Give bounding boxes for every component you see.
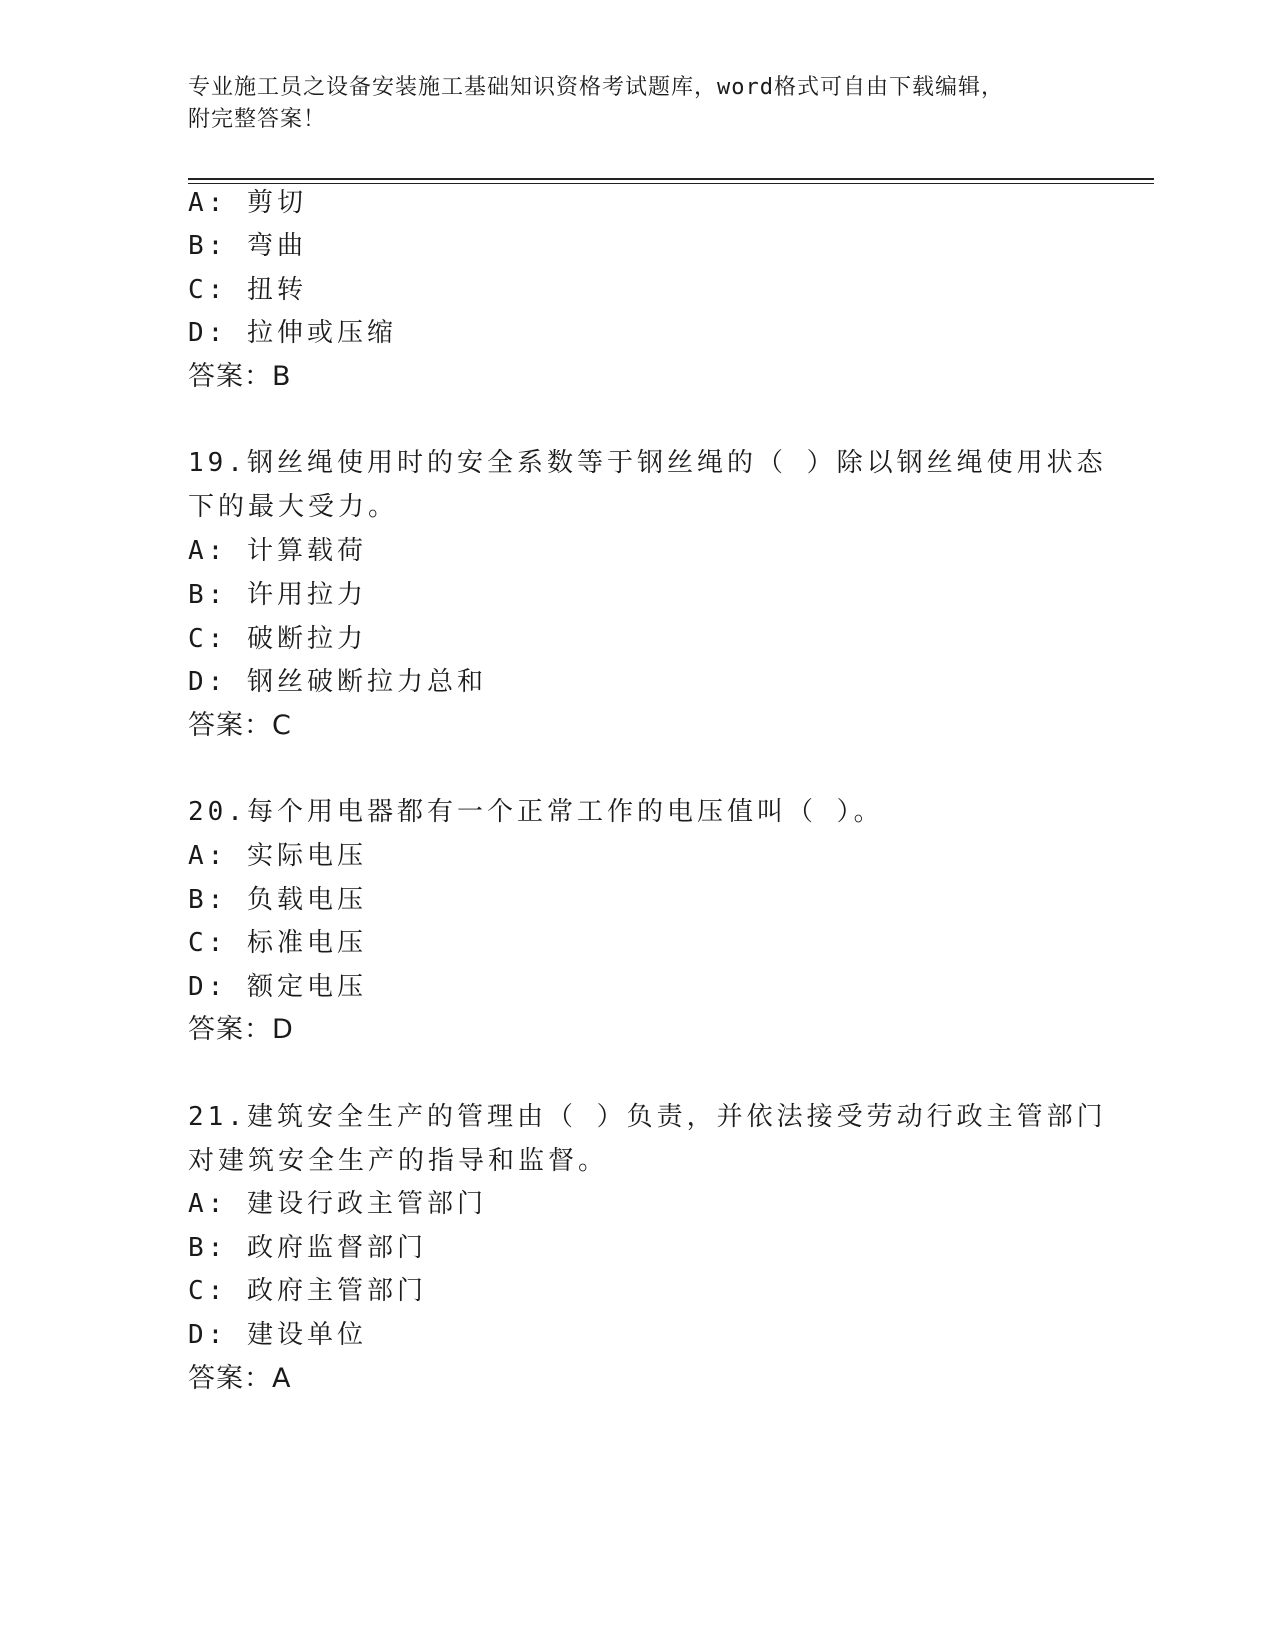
header-line-2: 附完整答案！ (188, 107, 327, 132)
q21-option-d: D: 建设单位 (188, 1320, 367, 1350)
header-line-1: 专业施工员之设备安装施工基础知识资格考试题库，word格式可自由下载编辑， (188, 75, 1004, 100)
q18-answer: 答案：B (188, 361, 292, 392)
q20-stem-line-1: 20.每个用电器都有一个正常工作的电压值叫（ ）。 (188, 797, 884, 827)
q19-option-c: C: 破断拉力 (188, 624, 367, 654)
q19-option-a: A: 计算载荷 (188, 536, 367, 566)
document-header (188, 72, 1088, 136)
q21-stem-line-1: 21.建筑安全生产的管理由（ ）负责，并依法接受劳动行政主管部门 (188, 1102, 1107, 1132)
q21-stem-line-2: 对建筑安全生产的指导和监督。 (188, 1146, 609, 1176)
q19-stem-line-1: 19.钢丝绳使用时的安全系数等于钢丝绳的（ ）除以钢丝绳使用状态 (188, 448, 1107, 478)
q19-answer: 答案：C (188, 710, 292, 741)
q19-stem-line-2: 下的最大受力。 (188, 492, 399, 522)
header-divider-thick (188, 178, 1154, 180)
q18-option-b: B: 弯曲 (188, 231, 307, 261)
q21-option-a: A: 建设行政主管部门 (188, 1189, 487, 1219)
q20-answer: 答案：D (188, 1014, 294, 1045)
q21-option-b: B: 政府监督部门 (188, 1233, 427, 1263)
q20-option-d: D: 额定电压 (188, 972, 367, 1002)
q18-option-d: D: 拉伸或压缩 (188, 318, 397, 348)
header-divider-thin (188, 183, 1154, 184)
q20-option-a: A: 实际电压 (188, 841, 367, 871)
q20-option-c: C: 标准电压 (188, 928, 367, 958)
q18-option-a: A: 剪切 (188, 188, 307, 218)
q18-option-c: C: 扭转 (188, 275, 307, 305)
q19-option-d: D: 钢丝破断拉力总和 (188, 667, 487, 697)
q21-answer: 答案：A (188, 1363, 292, 1394)
q20-option-b: B: 负载电压 (188, 885, 367, 915)
q21-option-c: C: 政府主管部门 (188, 1276, 427, 1306)
q19-option-b: B: 许用拉力 (188, 580, 367, 610)
